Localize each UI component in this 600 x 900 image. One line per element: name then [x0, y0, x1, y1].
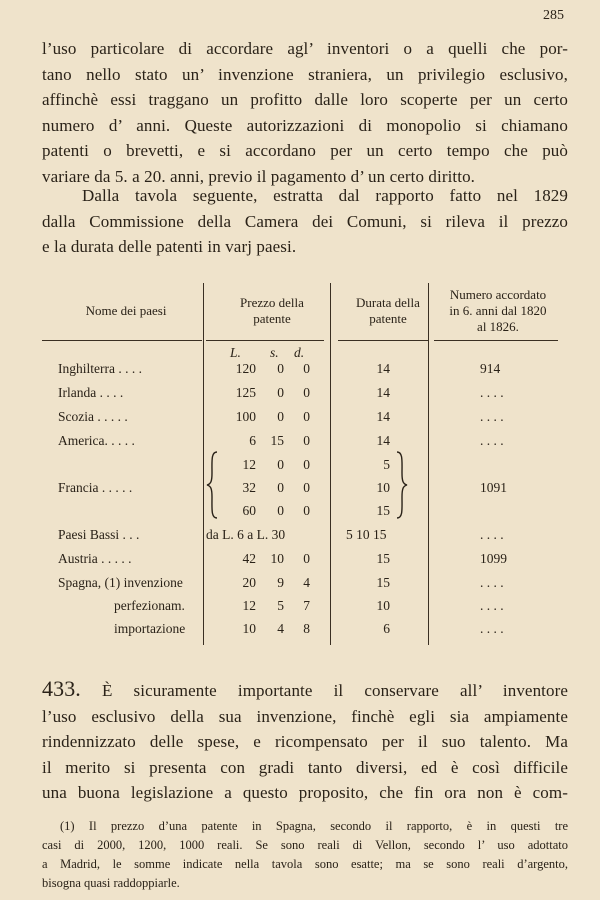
column-rule: [330, 283, 331, 645]
price-shillings: 0: [277, 385, 284, 400]
price-pounds: 12: [242, 457, 256, 472]
price-pounds: 60: [242, 503, 256, 518]
duration-value: 15: [376, 575, 390, 590]
currency-l: L.: [230, 345, 241, 360]
patent-count: . . . .: [480, 409, 504, 424]
price-pence: 0: [303, 433, 310, 448]
text-line: [42, 676, 568, 704]
country-name: Francia . . . . .: [58, 480, 133, 495]
price-shillings: 0: [277, 457, 284, 472]
price-shillings: 5: [277, 598, 284, 613]
header-duration-1: Durata della: [356, 295, 420, 310]
patent-count: . . . .: [480, 621, 504, 636]
right-brace-icon: [396, 451, 408, 523]
text-line: patenti o brevetti, e si accordano per un certo tempo che può: [42, 141, 568, 160]
text-line: l’uso esclusivo della sua invenzione, finchè egli sia ampiamente: [42, 706, 568, 726]
duration-value: 15: [376, 551, 390, 566]
country-name: perfezionam.: [114, 598, 185, 613]
duration-value: 14: [376, 361, 390, 376]
price-pence: 0: [303, 551, 310, 566]
price-range: da L. 6 a L. 30: [206, 527, 286, 542]
price-pence: 8: [303, 621, 310, 636]
price-pence: 0: [303, 457, 310, 472]
country-name: Scozia . . . . .: [58, 409, 128, 424]
price-shillings: 0: [277, 480, 284, 495]
duration-value: 5 10 15: [346, 527, 387, 542]
price-shillings: 0: [277, 361, 284, 376]
footnote-line: bisogna quasi raddoppiarle.: [42, 876, 180, 890]
country-name: Paesi Bassi . . .: [58, 527, 140, 542]
page-number: 285: [543, 8, 564, 23]
left-brace-icon: [206, 451, 218, 523]
currency-s: s.: [270, 345, 279, 360]
price-shillings: 0: [277, 409, 284, 424]
text-line: tano nello stato un’ invenzione straniera, un privilegio esclusivo,: [42, 64, 568, 84]
price-shillings: 15: [270, 433, 284, 448]
country-name: Irlanda . . . .: [58, 385, 124, 400]
text-line: l’uso particolare di accordare agl’ inventori o a quelli che por-: [42, 39, 568, 58]
header-price-2: patente: [253, 311, 291, 326]
duration-value: 14: [376, 385, 390, 400]
section-number: 433.: [42, 676, 81, 701]
patent-count: . . . .: [480, 433, 504, 448]
header-duration-2: patente: [369, 311, 407, 326]
price-shillings: 4: [277, 621, 284, 636]
patent-count: 914: [480, 361, 501, 376]
text-line: dalla Commissione della Camera dei Comuni, si rileva il prezzo: [42, 211, 568, 231]
price-shillings: 10: [270, 551, 284, 566]
duration-value: 15: [376, 503, 390, 518]
text-line: variare da 5. a 20. anni, previo il pagamento d’ un certo diritto.: [42, 166, 476, 186]
text-span: È sicuramente importante il conservare all’ inventore: [80, 681, 568, 700]
column-rule: [428, 283, 429, 645]
paragraph-1: [42, 36, 568, 189]
price-pence: 0: [303, 480, 310, 495]
header-rule: [42, 340, 202, 341]
price-pounds: 120: [235, 361, 256, 376]
currency-d: d.: [294, 345, 305, 360]
price-shillings: 9: [277, 575, 284, 590]
header-country: Nome dei paesi: [85, 303, 167, 318]
country-name: Spagna, (1) invenzione: [58, 575, 183, 590]
text-line: Dalla tavola seguente, estratta dal rapporto fatto nel 1829: [82, 186, 568, 205]
price-pounds: 32: [242, 480, 256, 495]
country-name: Inghilterra . . . .: [58, 361, 142, 376]
price-pounds: 100: [235, 409, 256, 424]
text-line: una buona legislazione a questo proposito, che fin ora non è com-: [42, 783, 568, 802]
header-number-2: in 6. anni dal 1820: [449, 303, 547, 318]
patent-table: [42, 283, 568, 653]
column-rule: [203, 283, 204, 645]
duration-value: 6: [383, 621, 390, 636]
text-line: affinchè essi traggano un profitto dalle loro scoperte per un certo: [42, 90, 568, 109]
duration-value: 14: [376, 433, 390, 448]
footnote: [42, 817, 568, 893]
price-pounds: 125: [235, 385, 256, 400]
header-price-1: Prezzo della: [240, 295, 304, 310]
patent-count: 1099: [480, 551, 507, 566]
duration-value: 10: [376, 598, 390, 613]
text-line: rindennizzato delle spese, e ricompensato per il suo talento. Ma: [42, 732, 568, 751]
price-pence: 0: [303, 503, 310, 518]
price-pounds: 6: [249, 433, 256, 448]
country-name: Austria . . . . .: [58, 551, 132, 566]
paragraph-3: [42, 676, 568, 806]
patent-count: . . . .: [480, 598, 504, 613]
header-rule: [434, 340, 558, 341]
text-line: il merito si presenta con gradi tanto diversi, ed è così difficile: [42, 757, 568, 777]
price-pence: 0: [303, 361, 310, 376]
duration-value: 5: [383, 457, 390, 472]
price-pounds: 42: [242, 551, 256, 566]
header-number-3: al 1826.: [477, 319, 519, 334]
header-number-1: Numero accordato: [449, 287, 547, 302]
price-pence: 0: [303, 409, 310, 424]
footnote-line: casi di 2000, 1200, 1000 reali. Se sono reali di Vellon, secondo l’ uso adottato: [42, 838, 568, 852]
footnote-line: (1) Il prezzo d’una patente in Spagna, secondo il rapporto, è in questi tre: [60, 819, 568, 833]
price-pence: 7: [303, 598, 310, 613]
price-pence: 0: [303, 385, 310, 400]
price-pounds: 10: [242, 621, 256, 636]
country-name: importazione: [114, 621, 186, 636]
price-pounds: 20: [242, 575, 256, 590]
patent-count: . . . .: [480, 575, 504, 590]
header-rule: [338, 340, 428, 341]
patent-count: 1091: [480, 480, 507, 495]
price-pounds: 12: [242, 598, 256, 613]
patent-count: . . . .: [480, 527, 504, 542]
duration-value: 10: [376, 480, 390, 495]
text-line: numero d’ anni. Queste autorizzazioni di monopolio si chiamano: [42, 115, 568, 135]
country-name: America. . . . .: [58, 433, 135, 448]
duration-value: 14: [376, 409, 390, 424]
text-line: e la durata delle patenti in varj paesi.: [42, 237, 297, 256]
price-pence: 4: [303, 575, 310, 590]
price-shillings: 0: [277, 503, 284, 518]
footnote-line: a Madrid, le somme indicate nella tavola sono esatte; ma se sono reali d’argento,: [42, 857, 568, 871]
header-rule: [206, 340, 324, 341]
paragraph-2: [42, 183, 568, 260]
patent-count: . . . .: [480, 385, 504, 400]
